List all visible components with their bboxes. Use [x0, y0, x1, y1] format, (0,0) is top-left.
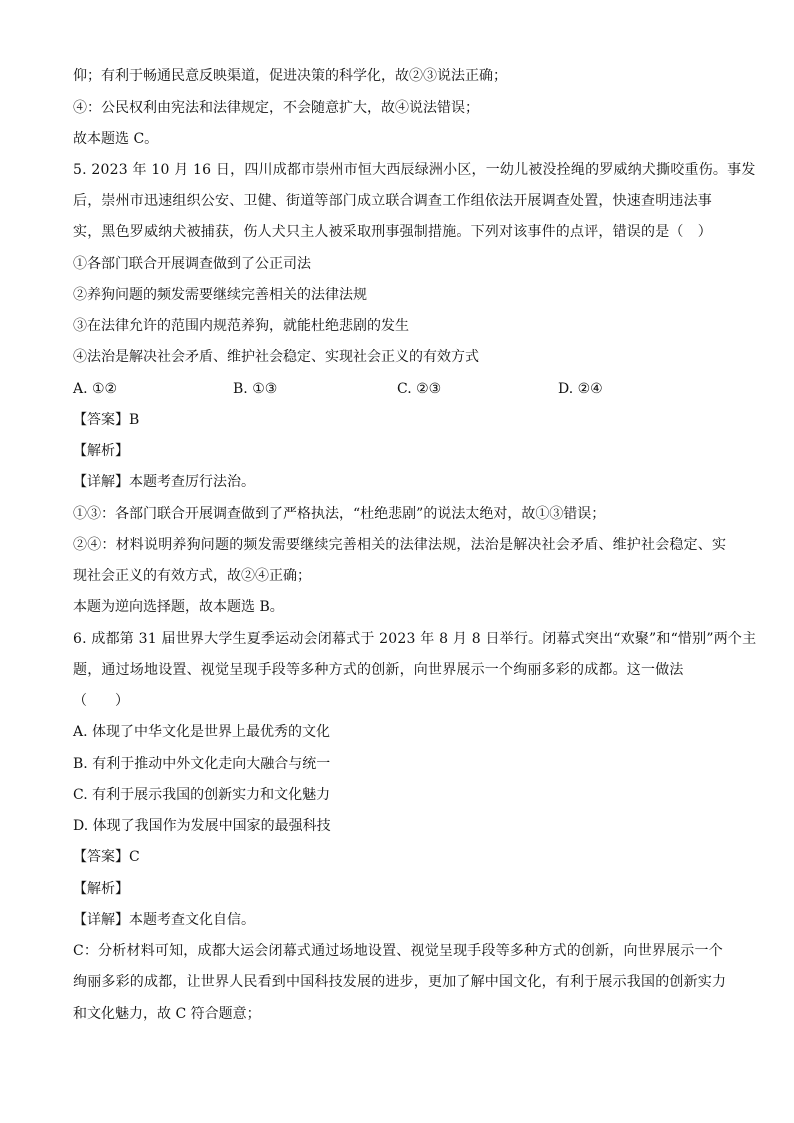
question-6-option-c: C. 有利于展示我国的创新实力和文化魅力 [73, 787, 331, 803]
question-5-option-b: B. ①③ [233, 381, 278, 397]
question-5-explanation: ①③：各部门联合开展调查做到了严格执法，“杜绝悲剧”的说法太绝对，故①③错误； [73, 506, 606, 522]
question-6-explanation: 和文化魅力，故 C 符合题意； [73, 1006, 261, 1022]
question-5-option-c: C. ②③ [397, 381, 442, 397]
question-5-stem: 后，崇州市迅速组织公安、卫健、街道等部门成立联合调查工作组依法开展调查处置，快速查明违法事 [73, 193, 712, 209]
question-6-stem: 6. 成都第 31 届世界大学生夏季运动会闭幕式于 2023 年 8 月 8 日举行。闭幕式突出“欢聚”和“惜别”两个主 [73, 631, 757, 647]
question-6-answer: 【答案】C [73, 849, 140, 865]
question-5-conclusion: 本题为逆向选择题，故本题选 B。 [73, 599, 284, 615]
question-5-explanation: 现社会正义的有效方式，故②④正确； [73, 568, 311, 584]
prev-explanation-line: 仰；有利于畅通民意反映渠道，促进决策的科学化，故②③说法正确； [73, 68, 507, 84]
question-5-analysis-heading: 【解析】 [73, 443, 129, 459]
question-5-stem: 5. 2023 年 10 月 16 日，四川成都市崇州市恒大西辰绿洲小区，一幼儿被没拴绳的罗威纳犬撕咬重伤。事发 [73, 162, 756, 178]
question-5-detail: 【详解】本题考查厉行法治。 [73, 474, 255, 490]
prev-conclusion: 故本题选 C。 [73, 131, 159, 147]
question-5-statement: ①各部门联合开展调查做到了公正司法 [73, 256, 311, 272]
question-6-detail: 【详解】本题考查文化自信。 [73, 912, 255, 928]
question-6-option-b: B. 有利于推动中外文化走向大融合与统一 [73, 756, 331, 772]
question-5-option-a: A. ①② [73, 381, 118, 397]
question-6-stem: 题，通过场地设置、视觉呈现手段等多种方式的创新，向世界展示一个绚丽多彩的成都。这一做法 [73, 662, 684, 678]
question-5-statement: ②养狗问题的频发需要继续完善相关的法律法规 [73, 287, 367, 303]
question-6-stem-blank: （ ） [73, 693, 129, 709]
question-5-statement: ④法治是解决社会矛盾、维护社会稳定、实现社会正义的有效方式 [73, 349, 479, 365]
prev-explanation-line: ④：公民权利由宪法和法律规定，不会随意扩大，故④说法错误； [73, 100, 479, 116]
question-6-option-a: A. 体现了中华文化是世界上最优秀的文化 [73, 724, 331, 740]
question-6-option-d: D. 体现了我国作为发展中国家的最强科技 [73, 818, 331, 834]
question-5-option-d: D. ②④ [558, 381, 603, 397]
question-5-answer: 【答案】B [73, 412, 140, 428]
question-6-analysis-heading: 【解析】 [73, 881, 129, 897]
question-5-stem: 实，黑色罗威纳犬被捕获，伤人犬只主人被采取刑事强制措施。下列对该事件的点评，错误的是（ ） [73, 224, 712, 240]
question-5-statement: ③在法律允许的范围内规范养狗，就能杜绝悲剧的发生 [73, 318, 409, 334]
question-6-explanation: C：分析材料可知，成都大运会闭幕式通过场地设置、视觉呈现手段等多种方式的创新，向世界展示一个 [73, 943, 723, 959]
question-5-explanation: ②④：材料说明养狗问题的频发需要继续完善相关的法律法规，法治是解决社会矛盾、维护社会稳定、实 [73, 537, 727, 553]
question-6-explanation: 绚丽多彩的成都，让世界人民看到中国科技发展的进步，更加了解中国文化，有利于展示我国的创新实力 [73, 974, 727, 990]
